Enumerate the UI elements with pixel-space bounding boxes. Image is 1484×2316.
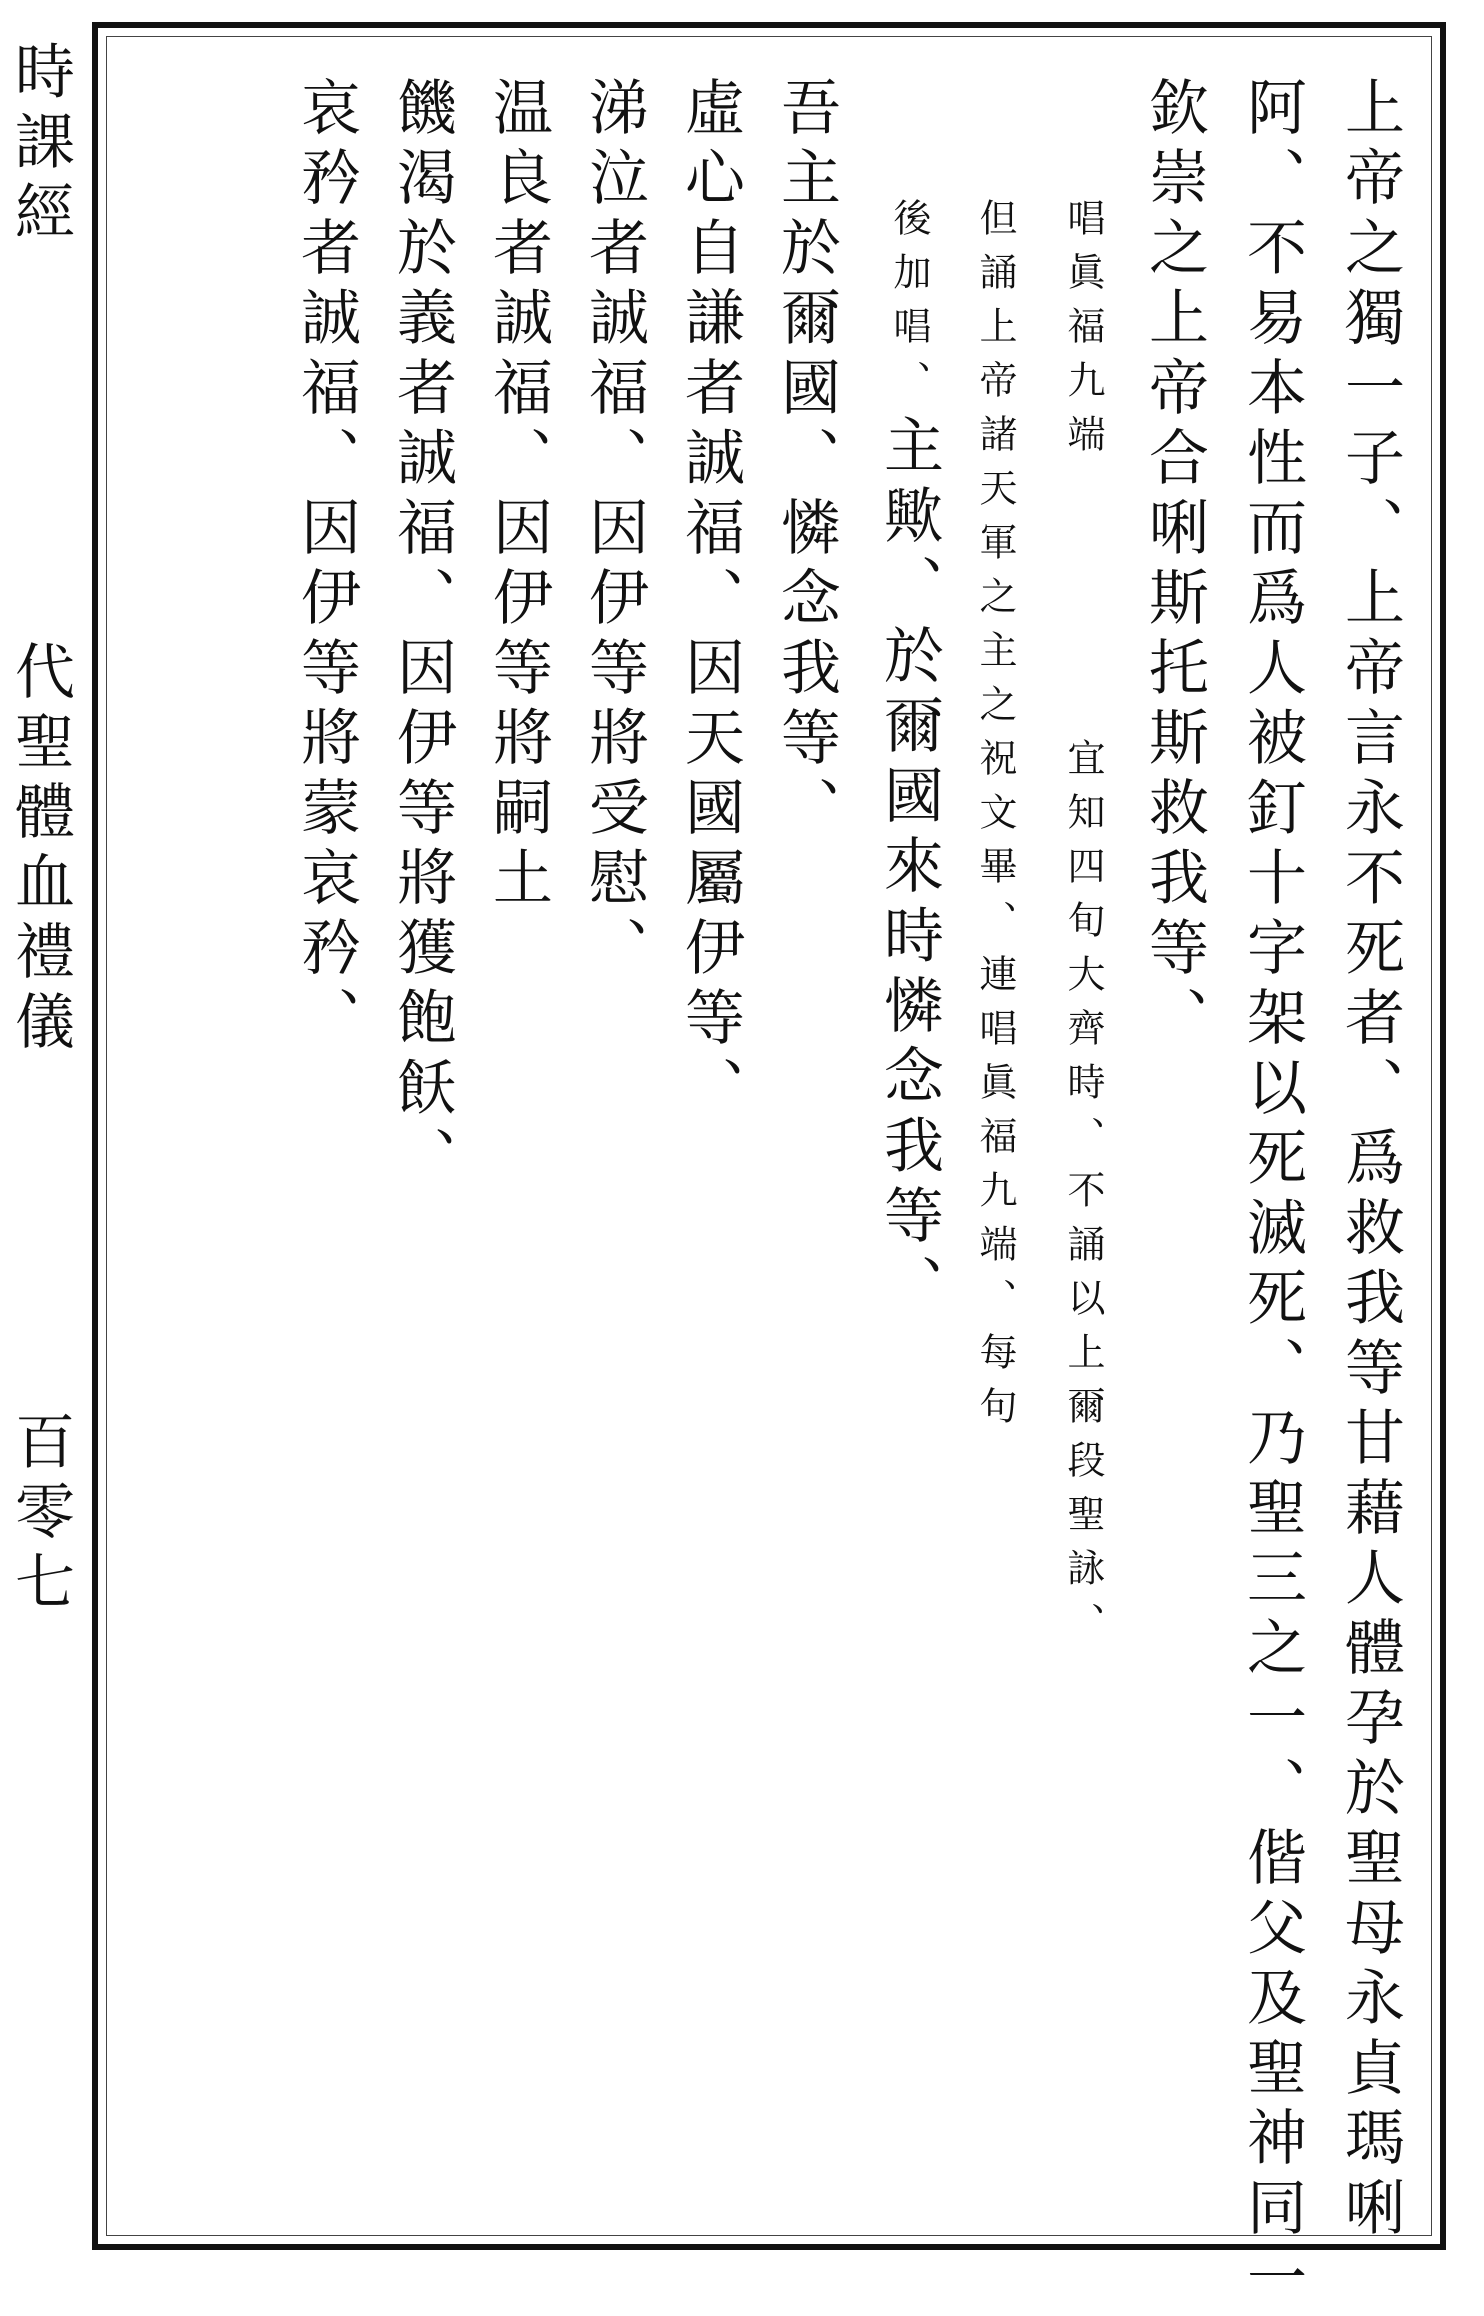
text-column-1: 上帝之獨一子、上帝言永不死者、爲救我等甘藉人體孕於聖母永貞瑪唎 (1335, 76, 1405, 2246)
rubric-note: 宜知四旬大齊時、不誦以上爾段聖詠、 (1061, 738, 1105, 1656)
refrain-text: 主歟、於爾國來時憐念我等、 (874, 414, 944, 1324)
page-number: 百零七 (5, 1410, 75, 1620)
book-title: 時課經 (5, 40, 75, 250)
text-column-9: 涕泣者誠福、因伊等將受慰、 (579, 76, 649, 986)
refrain-column (866, 198, 952, 1324)
text-column-2: 阿、不易本性而爲人被釘十字架以死滅死、乃聖三之一、偕父及聖神同一 (1237, 76, 1307, 2316)
text-column-11: 饑渴於義者誠福、因伊等將獲飽飫、 (387, 76, 457, 1196)
rubric-inline: 後加唱、 (887, 198, 931, 414)
text-column-7: 吾主於爾國、憐念我等、 (771, 76, 841, 846)
margin-column (0, 0, 80, 2278)
rubric-heading: 唱眞福九端 (1061, 198, 1105, 468)
text-column-3: 欽崇之上帝合唎斯托斯救我等、 (1139, 76, 1209, 1056)
rubric-instruction: 但誦上帝諸天軍之主之祝文畢、連唱眞福九端、每句 (973, 198, 1017, 1440)
text-column-10: 温良者誠福、因伊等將嗣土 (483, 76, 553, 916)
text-column-8: 虛心自謙者誠福、因天國屬伊等、 (675, 76, 745, 1126)
section-title: 代聖體血禮儀 (5, 640, 75, 1060)
text-column-12: 哀矜者誠福、因伊等將蒙哀矜、 (291, 76, 361, 1056)
page-frame (92, 22, 1446, 2316)
